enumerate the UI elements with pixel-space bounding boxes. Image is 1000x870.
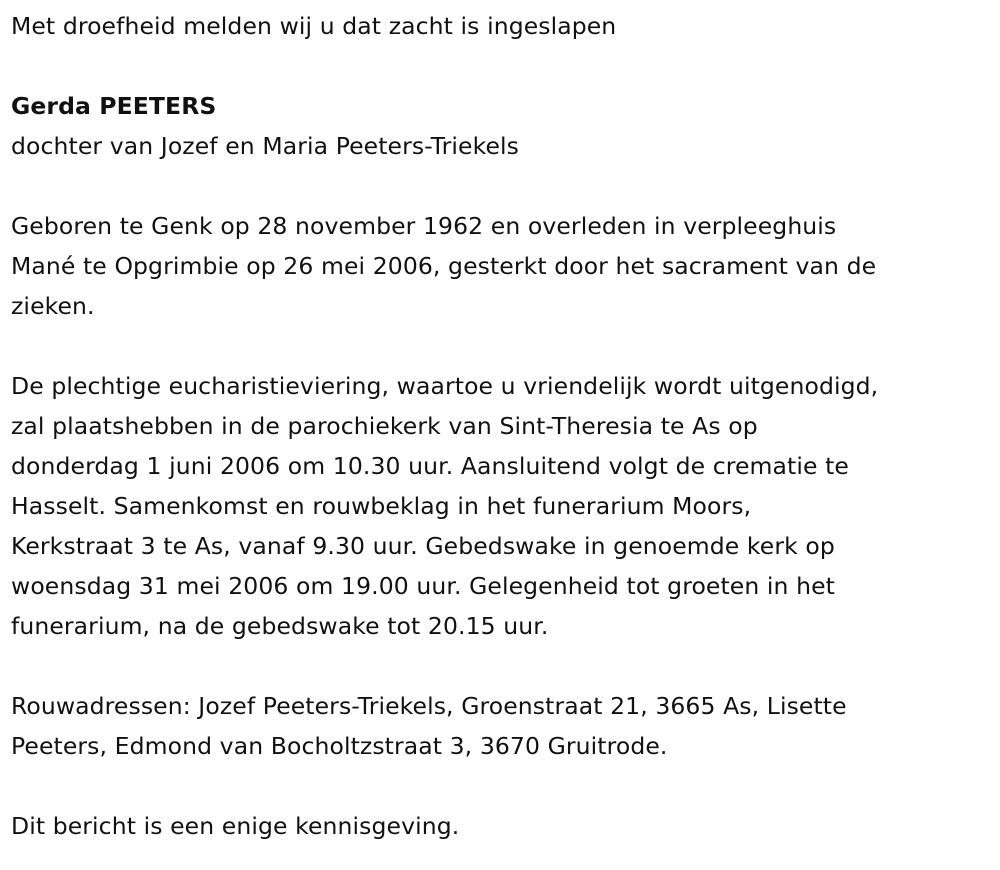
- paragraph-line: zal plaatshebben in de parochiekerk van Sint-Theresia te As op: [11, 412, 758, 440]
- spacer: [11, 166, 993, 206]
- spacer: [11, 646, 993, 686]
- ceremony-paragraph: [11, 366, 993, 646]
- paragraph-line: woensdag 31 mei 2006 om 19.00 uur. Gelegenheid tot groeten in het: [11, 572, 835, 600]
- intro-text: Met droefheid melden wij u dat zacht is ingeslapen: [11, 12, 617, 40]
- address-paragraph: [11, 686, 993, 766]
- paragraph-line: funerarium, na de gebedswake tot 20.15 uur.: [11, 612, 549, 640]
- paragraph-line: De plechtige eucharistieviering, waartoe u vriendelijk wordt uitgenodigd,: [11, 372, 879, 400]
- paragraph-line: Kerkstraat 3 te As, vanaf 9.30 uur. Gebedswake in genoemde kerk op: [11, 532, 835, 560]
- parents-text: dochter van Jozef en Maria Peeters-Triekels: [11, 132, 519, 160]
- paragraph-line: Mané te Opgrimbie op 26 mei 2006, gesterkt door het sacrament van de: [11, 252, 877, 280]
- spacer: [11, 766, 993, 806]
- paragraph-line: Rouwadressen: Jozef Peeters-Triekels, Groenstraat 21, 3665 As, Lisette: [11, 692, 847, 720]
- closing-text: Dit bericht is een enige kennisgeving.: [11, 812, 460, 840]
- paragraph-line: donderdag 1 juni 2006 om 10.30 uur. Aansluitend volgt de crematie te: [11, 452, 849, 480]
- spacer: [11, 46, 993, 86]
- obituary-notice: [11, 6, 993, 846]
- paragraph-line: Geboren te Genk op 28 november 1962 en overleden in verpleeghuis: [11, 212, 837, 240]
- paragraph-line: Hasselt. Samenkomst en rouwbeklag in het funerarium Moors,: [11, 492, 752, 520]
- spacer: [11, 326, 993, 366]
- paragraph-line: zieken.: [11, 292, 95, 320]
- deceased-name: Gerda PEETERS: [11, 92, 217, 120]
- birth-death-paragraph: [11, 206, 993, 326]
- paragraph-line: Peeters, Edmond van Bocholtzstraat 3, 3670 Gruitrode.: [11, 732, 668, 760]
